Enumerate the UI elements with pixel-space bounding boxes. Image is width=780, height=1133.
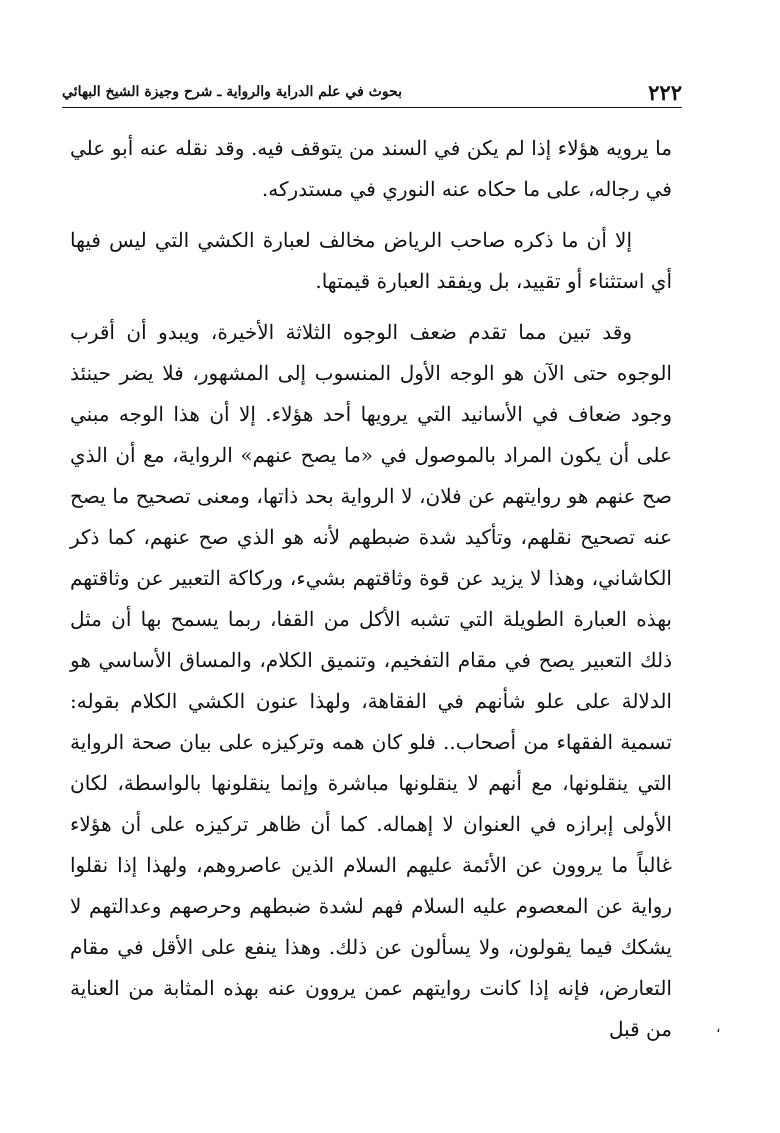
body-text [70, 128, 672, 1050]
page-header [62, 78, 682, 106]
running-title: بحوث في علم الدراية والرواية ـ شرح وجيزة الشيخ البهائي [62, 84, 402, 100]
header-rule [62, 107, 682, 108]
margin-mark: ، [716, 1020, 721, 1036]
paragraph-2: إلا أن ما ذكره صاحب الرياض مخالف لعبارة الكشي التي ليس فيها أي استثناء أو تقييد، بل ويفقد العبارة قيمتها. [70, 228, 672, 293]
paragraph-3: وقد تبين مما تقدم ضعف الوجوه الثلاثة الأخيرة، ويبدو أن أقرب الوجوه حتى الآن هو الوجه الأول المنسوب إلى المشهور، فلا يضر حينئذ وجود ضعاف في الأسانيد التي يرويها أحد هؤلاء. إلا أن هذا الوجه مبني على أن يكون المراد بالموصول في «ما يصح عنهم» الرواية، مع أن الذي صح عنهم هو روايتهم عن فلان، لا الرواية بحد ذاتها، ومعنى تصحيح ما يصح عنه تصحيح نقلهم، وتأكيد شدة ضبطهم لأنه هو الذي صح عنهم، كما ذكر الكاشاني، وهذا لا يزيد عن قوة وثاقتهم بشيء، وركاكة التعبير عن وثاقتهم بهذه العبارة الطويلة التي تشبه الأكل من القفا، ربما يسمح بها أن مثل ذلك التعبير يصح في مقام التفخيم، وتنميق الكلام، والمساق الأساسي هو الدلالة على علو شأنهم في الفقاهة، ولهذا عنون الكشي الكلام بقوله: تسمية الفقهاء من أصحاب.. فلو كان همه وتركيزه على بيان صحة الرواية التي ينقلونها، مع أنهم لا ينقلونها مباشرة وإنما ينقلونها بالواسطة، لكان الأولى إبرازه في العنوان لا إهماله. كما أن ظاهر تركيزه على أن هؤلاء غالباً ما يروون عن الأئمة عليهم السلام الذين عاصروهم، ولهذا إذا نقلوا رواية عن المعصوم عليه السلام فهم لشدة ضبطهم وحرصهم وعدالتهم لا يشكك فيما يقولون، ولا يسألون عن ذلك. وهذا ينفع على الأقل في مقام التعارض، فإنه إذا كانت روايتهم عمن يروون عنه بهذه المثابة من العناية من قبل [70, 320, 672, 1041]
page-number: ٢٢٢ [648, 79, 682, 105]
paragraph-1: ما يرويه هؤلاء إذا لم يكن في السند من يتوقف فيه. وقد نقله عنه أبو علي في رجاله، على ما حكاه عنه النوري في مستدركه. [70, 136, 672, 201]
